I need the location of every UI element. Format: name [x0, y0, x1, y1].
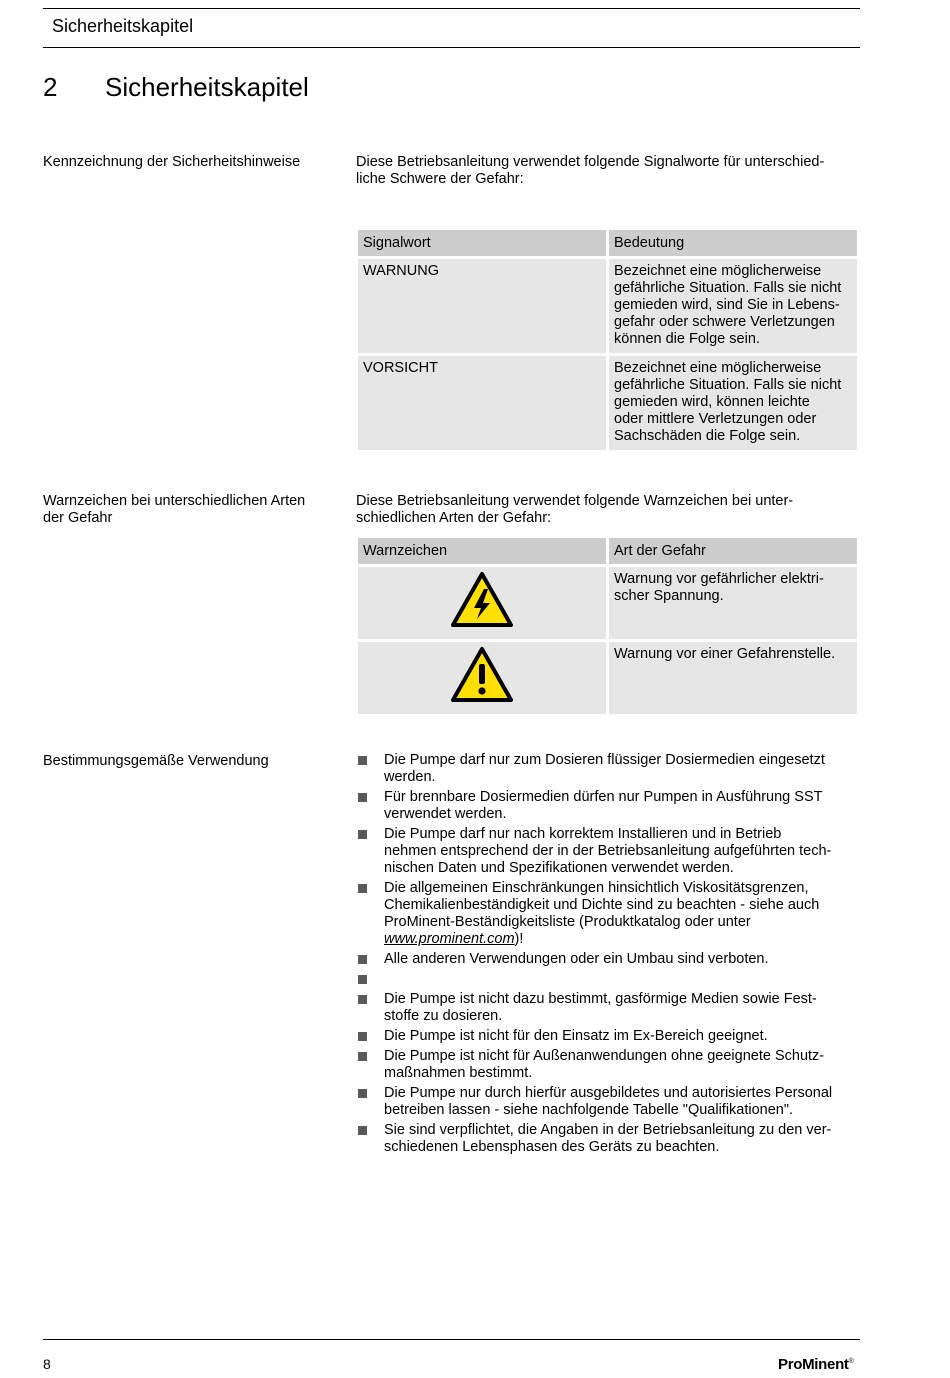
- list-item: Die allgemeinen Einschränkungen hinsichtlich Viskositätsgrenzen, Chemikalienbeständigkeit und Dichte sind zu beachten - siehe auch ProMinent-Beständigkeitsliste (Produktkatalog oder unter www.prominent.com)!: [356, 880, 856, 948]
- hazard-type-cell: Warnung vor gefährlicher elektri- scher Spannung.: [609, 567, 857, 639]
- list-item: Für brennbare Dosiermedien dürfen nur Pumpen in Ausführung SST verwendet werden.: [356, 789, 856, 823]
- warning-sign-cell: [358, 642, 606, 714]
- table-header-warnzeichen: Warnzeichen: [358, 538, 606, 564]
- bullet-square-icon: [358, 1052, 367, 1061]
- signal-words-table: [355, 227, 860, 453]
- signal-word-cell: WARNUNG: [358, 259, 606, 353]
- bullet-square-icon: [358, 884, 367, 893]
- table-row: [358, 259, 857, 353]
- list-item: Die Pumpe ist nicht für den Einsatz im Ex-Bereich geeignet.: [356, 1028, 856, 1045]
- running-header-title: Sicherheitskapitel: [52, 16, 194, 36]
- page-number: 8: [43, 1356, 51, 1372]
- table-header-signalwort: Signalwort: [358, 230, 606, 256]
- chapter-number: 2: [43, 72, 58, 102]
- list-item: Die Pumpe darf nur zum Dosieren flüssiger Dosiermedien eingesetzt werden.: [356, 752, 856, 786]
- table-row: [358, 356, 857, 450]
- bullet-square-icon: [358, 975, 367, 984]
- bullet-square-icon: [358, 955, 367, 964]
- list-item: Die Pumpe nur durch hierfür ausgebildetes und autorisiertes Personal betreiben lassen - siehe nachfolgende Tabelle "Qualifikationen".: [356, 1085, 856, 1119]
- header-rule-top: [43, 8, 860, 9]
- section-warning-signs-heading: Warnzeichen bei unterschiedlichen Arten der Gefahr: [43, 493, 306, 526]
- header-rule-bottom: [43, 47, 860, 48]
- table-header-art-der-gefahr: Art der Gefahr: [609, 538, 857, 564]
- section-signal-words-intro: Diese Betriebsanleitung verwendet folgende Signalworte für unterschied- liche Schwere der Gefahr:: [356, 154, 825, 187]
- table-row: [358, 567, 857, 639]
- bullet-square-icon: [358, 756, 367, 765]
- list-item: Die Pumpe ist nicht für Außenanwendungen ohne geeignete Schutz- maßnahmen bestimmt.: [356, 1048, 856, 1082]
- table-row: [358, 642, 857, 714]
- section-warning-signs-intro: Diese Betriebsanleitung verwendet folgende Warnzeichen bei unter- schiedlichen Arten der Gefahr:: [356, 493, 794, 526]
- warning-sign-cell: [358, 567, 606, 639]
- bullet-square-icon: [358, 830, 367, 839]
- prominent-website-link[interactable]: www.prominent.com: [384, 931, 515, 947]
- prominent-logo: ProMinent®: [778, 1356, 854, 1373]
- meaning-cell: Bezeichnet eine möglicherweise gefährliche Situation. Falls sie nicht gemieden wird, können leichte oder mittlere Verletzungen oder Sachschäden die Folge sein.: [609, 356, 857, 450]
- section-signal-words-heading: Kennzeichnung der Sicherheitshinweise: [43, 154, 301, 170]
- hazard-type-cell: Warnung vor einer Gefahrenstelle.: [609, 642, 857, 714]
- intended-use-list: [356, 752, 856, 1159]
- footer-rule: [43, 1339, 860, 1340]
- meaning-cell: Bezeichnet eine möglicherweise gefährliche Situation. Falls sie nicht gemieden wird, sind Sie in Lebens- gefahr oder schwere Verletzungen können die Folge sein.: [609, 259, 857, 353]
- list-item: Die Pumpe ist nicht dazu bestimmt, gasförmige Medien sowie Fest- stoffe zu dosieren.: [356, 991, 856, 1025]
- high-voltage-warning-icon: [450, 571, 514, 629]
- list-item: Die Pumpe darf nur nach korrektem Installieren und in Betrieb nehmen entsprechend der in der Betriebsanleitung aufgeführten tech- nischen Daten und Spezifikationen verwendet werden.: [356, 826, 856, 877]
- signal-word-cell: VORSICHT: [358, 356, 606, 450]
- table-header-bedeutung: Bedeutung: [609, 230, 857, 256]
- list-item: Sie sind verpflichtet, die Angaben in der Betriebsanleitung zu den ver- schiedenen Lebensphasen des Geräts zu beachten.: [356, 1122, 856, 1156]
- bullet-square-icon: [358, 1089, 367, 1098]
- bullet-square-icon: [358, 995, 367, 1004]
- list-item: [356, 971, 856, 988]
- list-item: Alle anderen Verwendungen oder ein Umbau sind verboten.: [356, 951, 856, 968]
- section-intended-use-heading: Bestimmungsgemäße Verwendung: [43, 753, 269, 769]
- general-danger-warning-icon: [450, 646, 514, 704]
- bullet-square-icon: [358, 1126, 367, 1135]
- chapter-title: Sicherheitskapitel: [105, 72, 309, 102]
- chapter-heading: [43, 72, 309, 103]
- bullet-square-icon: [358, 1032, 367, 1041]
- bullet-square-icon: [358, 793, 367, 802]
- warning-signs-table: [355, 535, 860, 717]
